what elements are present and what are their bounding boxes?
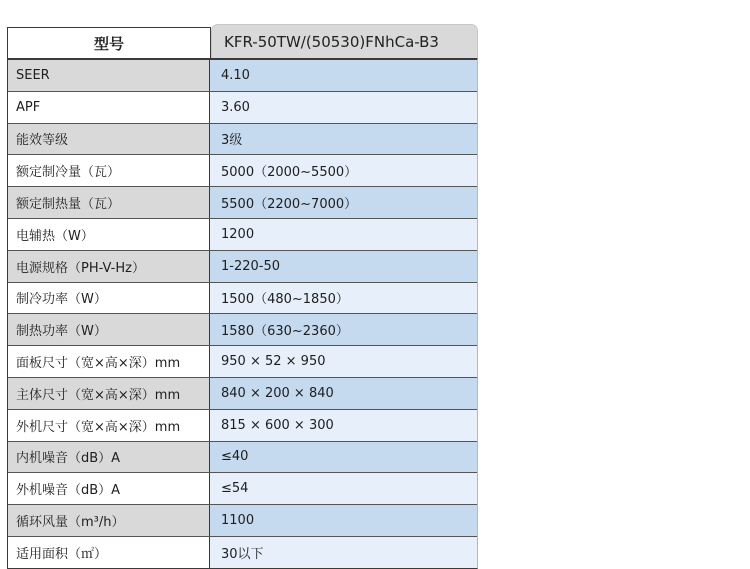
table-row-body-size bbox=[8, 377, 477, 409]
row-value: 5500（2200~7000） bbox=[210, 187, 477, 218]
row-label: 主体尺寸（宽×高×深）mm bbox=[8, 378, 210, 409]
row-value: 1500（480~1850） bbox=[210, 283, 477, 314]
row-value: 950 × 52 × 950 bbox=[210, 346, 477, 377]
row-label: 能效等级 bbox=[8, 124, 210, 155]
row-value: ≤40 bbox=[210, 442, 477, 473]
table-row-seer bbox=[8, 59, 477, 91]
row-label: 电源规格（PH-V-Hz） bbox=[8, 251, 210, 282]
table-row-power-spec bbox=[8, 250, 477, 282]
spec-rows bbox=[7, 58, 478, 569]
table-row-electric-aux-heat bbox=[8, 218, 477, 250]
table-row-outdoor-noise bbox=[8, 472, 477, 504]
row-label: 面板尺寸（宽×高×深）mm bbox=[8, 346, 210, 377]
row-label: 制冷功率（W） bbox=[8, 283, 210, 314]
row-value: 30以下 bbox=[210, 537, 477, 568]
row-value: 1200 bbox=[210, 219, 477, 250]
row-label: 制热功率（W） bbox=[8, 314, 210, 345]
row-label: 额定制热量（瓦） bbox=[8, 187, 210, 218]
row-value: 815 × 600 × 300 bbox=[210, 410, 477, 441]
row-label: 电辅热（W） bbox=[8, 219, 210, 250]
table-row-cooling-power bbox=[8, 282, 477, 314]
row-value: 1580（630~2360） bbox=[210, 314, 477, 345]
row-value: 840 × 200 × 840 bbox=[210, 378, 477, 409]
table-row-outdoor-size bbox=[8, 409, 477, 441]
table-row-apf bbox=[8, 91, 477, 123]
row-value: 1-220-50 bbox=[210, 251, 477, 282]
table-row-cooling-capacity bbox=[8, 154, 477, 186]
row-label: 内机噪音（dB）A bbox=[8, 442, 210, 473]
row-value: 5000（2000~5500） bbox=[210, 155, 477, 186]
row-label: 适用面积（㎡） bbox=[8, 537, 210, 568]
model-header-label: 型号 bbox=[7, 27, 211, 58]
row-label: SEER bbox=[8, 60, 210, 91]
spec-table bbox=[7, 24, 478, 569]
table-header bbox=[7, 24, 478, 58]
table-row-panel-size bbox=[8, 345, 477, 377]
row-value: 4.10 bbox=[210, 60, 477, 91]
table-row-airflow bbox=[8, 504, 477, 536]
table-row-energy-grade bbox=[8, 123, 477, 155]
row-value: 3级 bbox=[210, 124, 477, 155]
table-row-heating-capacity bbox=[8, 186, 477, 218]
row-value: ≤54 bbox=[210, 473, 477, 504]
model-number: KFR-50TW/(50530)FNhCa-B3 bbox=[211, 24, 478, 58]
row-label: 外机尺寸（宽×高×深）mm bbox=[8, 410, 210, 441]
table-row-heating-power bbox=[8, 313, 477, 345]
row-label: APF bbox=[8, 92, 210, 123]
row-value: 3.60 bbox=[210, 92, 477, 123]
table-row-applicable-area bbox=[8, 536, 477, 568]
row-label: 额定制冷量（瓦） bbox=[8, 155, 210, 186]
row-label: 外机噪音（dB）A bbox=[8, 473, 210, 504]
table-row-indoor-noise bbox=[8, 441, 477, 473]
row-value: 1100 bbox=[210, 505, 477, 536]
row-label: 循环风量（m³/h） bbox=[8, 505, 210, 536]
